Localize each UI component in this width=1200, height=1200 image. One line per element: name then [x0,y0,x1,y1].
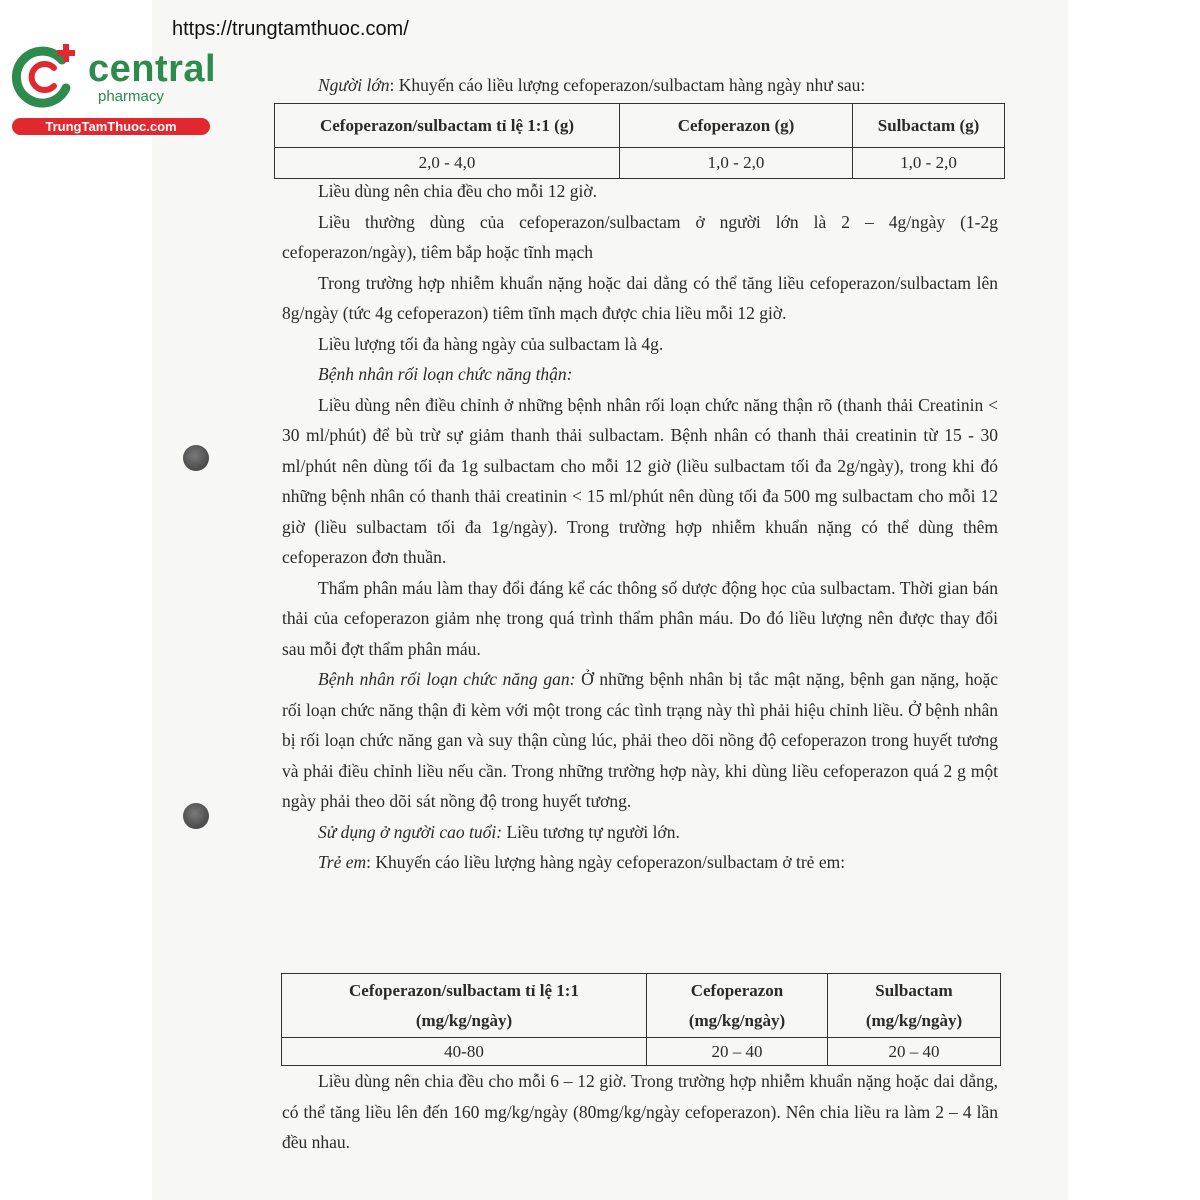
watermark-url[interactable]: https://trungtamthuoc.com/ [172,18,409,40]
paragraph: Trong trường hợp nhiễm khuẩn nặng hoặc dai dẳng có thể tăng liều cefoperazon/sulbactam lên 8g/ngày (tức 4g cefoperazon) tiêm tĩnh mạch được chia liều mỗi 12 giờ. [282,272,998,323]
renal-heading: Bệnh nhân rối loạn chức năng thận: [318,364,573,384]
table2-header-sulbactam-line2: (mg/kg/ngày) [865,1010,963,1030]
logo-c-icon [10,40,82,112]
adult-label: Người lớn [318,75,390,95]
table2-header-cefoperazon [647,974,828,1038]
table2-header-combo [282,974,647,1038]
adult-dose-table [274,103,1005,179]
paragraph: Liều dùng nên chia đều cho mỗi 6 – 12 giờ. Trong trường hợp nhiễm khuẩn nặng hoặc dai dẳng, có thể tăng liều lên đến 160 mg/kg/ngày (80mg/kg/ngày cefoperazon). Nên chia liều ra làm 2 – 4 lần đều nhau. [282,1071,998,1152]
table2-header-combo-line2: (mg/kg/ngày) [415,1010,513,1030]
table2-header-cefoperazon-line1: Cefoperazon [690,980,784,1000]
table2-header-cefoperazon-line2: (mg/kg/ngày) [688,1010,786,1030]
logo-brand-sub: pharmacy [98,88,164,105]
table1-header-combo: Cefoperazon/sulbactam tỉ lệ 1:1 (g) [275,104,620,148]
punch-hole [183,803,209,829]
logo-brand: central [88,48,217,90]
child-dose-table [281,973,1001,1066]
paragraph: Ở những bệnh nhân bị tắc mật nặng, bệnh gan nặng, hoặc rối loạn chức năng thận đi kèm với một trong các tình trạng này thì phải hiệu chỉnh liều. Ở bệnh nhân bị rối loạn chức năng gan và suy thận cùng lúc, phải theo dõi nồng độ cefoperazon trong huyết tương và phải điều chỉnh liều nếu cần. Trong những trường hợp này, khi dùng liều cefoperazon quá 2 g một ngày phải theo dõi sát nồng độ trong huyết tương. [282,669,999,811]
table1-header-sulbactam: Sulbactam (g) [853,104,1005,148]
elderly-heading: Sử dụng ở người cao tuổi: [318,821,503,842]
punch-hole [183,445,209,471]
table2-header-sulbactam-line1: Sulbactam [875,980,953,1000]
child-intro-text: : Khuyến cáo liều lượng hàng ngày cefoperazon/sulbactam ở trẻ em: [366,852,846,872]
paragraph: Liều lượng tối đa hàng ngày của sulbactam là 4g. [318,333,664,354]
table1-cell-combo: 2,0 - 4,0 [275,148,620,179]
liver-heading: Bệnh nhân rối loạn chức năng gan: [318,669,576,689]
table2-cell-sulbactam: 20 – 40 [828,1038,1001,1066]
table1-cell-cefoperazon: 1,0 - 2,0 [620,148,853,179]
table1-cell-sulbactam: 1,0 - 2,0 [853,148,1005,179]
document-body-end [282,1066,998,1158]
document-body [282,176,998,878]
paragraph: Liều thường dùng của cefoperazon/sulbactam ở người lớn là 2 – 4g/ngày (1-2g cefoperazon/ngày), tiêm bắp hoặc tĩnh mạch [282,211,998,262]
pharmacy-logo [10,38,217,138]
adult-intro [282,70,998,101]
child-label: Trẻ em [318,852,367,872]
table2-cell-combo: 40-80 [282,1038,647,1066]
table1-header-cefoperazon: Cefoperazon (g) [620,104,853,148]
paragraph: Liều dùng nên điều chỉnh ở những bệnh nhân rối loạn chức năng thận rõ (thanh thải Creatinin < 30 ml/phút) để bù trừ sự giảm thanh thải sulbactam. Bệnh nhân có thanh thải creatinin từ 15 - 30 ml/phút nên dùng tối đa 1g sulbactam cho mỗi 12 giờ (liều sulbactam tối đa 2g/ngày), trong khi đó những bệnh nhân có thanh thải creatinin < 15 ml/phút nên dùng tối đa 500 mg sulbactam cho mỗi 12 giờ (liều sulbactam tối đa 1g/ngày). Trong trường hợp nhiễm khuẩn nặng có thể dùng thêm cefoperazon đơn thuần. [282,394,998,567]
paragraph: Thẩm phân máu làm thay đổi đáng kể các thông số dược động học của sulbactam. Thời gian bán thải của cefoperazon giảm nhẹ trong quá trình thẩm phân máu. Do đó liều lượng nên được thay đổi sau mỗi đợt thẩm phân máu. [282,577,998,659]
adult-intro-text: : Khuyến cáo liều lượng cefoperazon/sulbactam hàng ngày như sau: [389,75,866,95]
paragraph: Liều dùng nên chia đều cho mỗi 12 giờ. [318,181,597,201]
table2-header-sulbactam [828,974,1001,1038]
paragraph: Liều tương tự người lớn. [502,821,680,842]
table2-cell-cefoperazon: 20 – 40 [647,1038,828,1066]
logo-site-bar: TrungTamThuoc.com [12,118,210,135]
table2-header-combo-line1: Cefoperazon/sulbactam tỉ lệ 1:1 [349,980,579,1000]
